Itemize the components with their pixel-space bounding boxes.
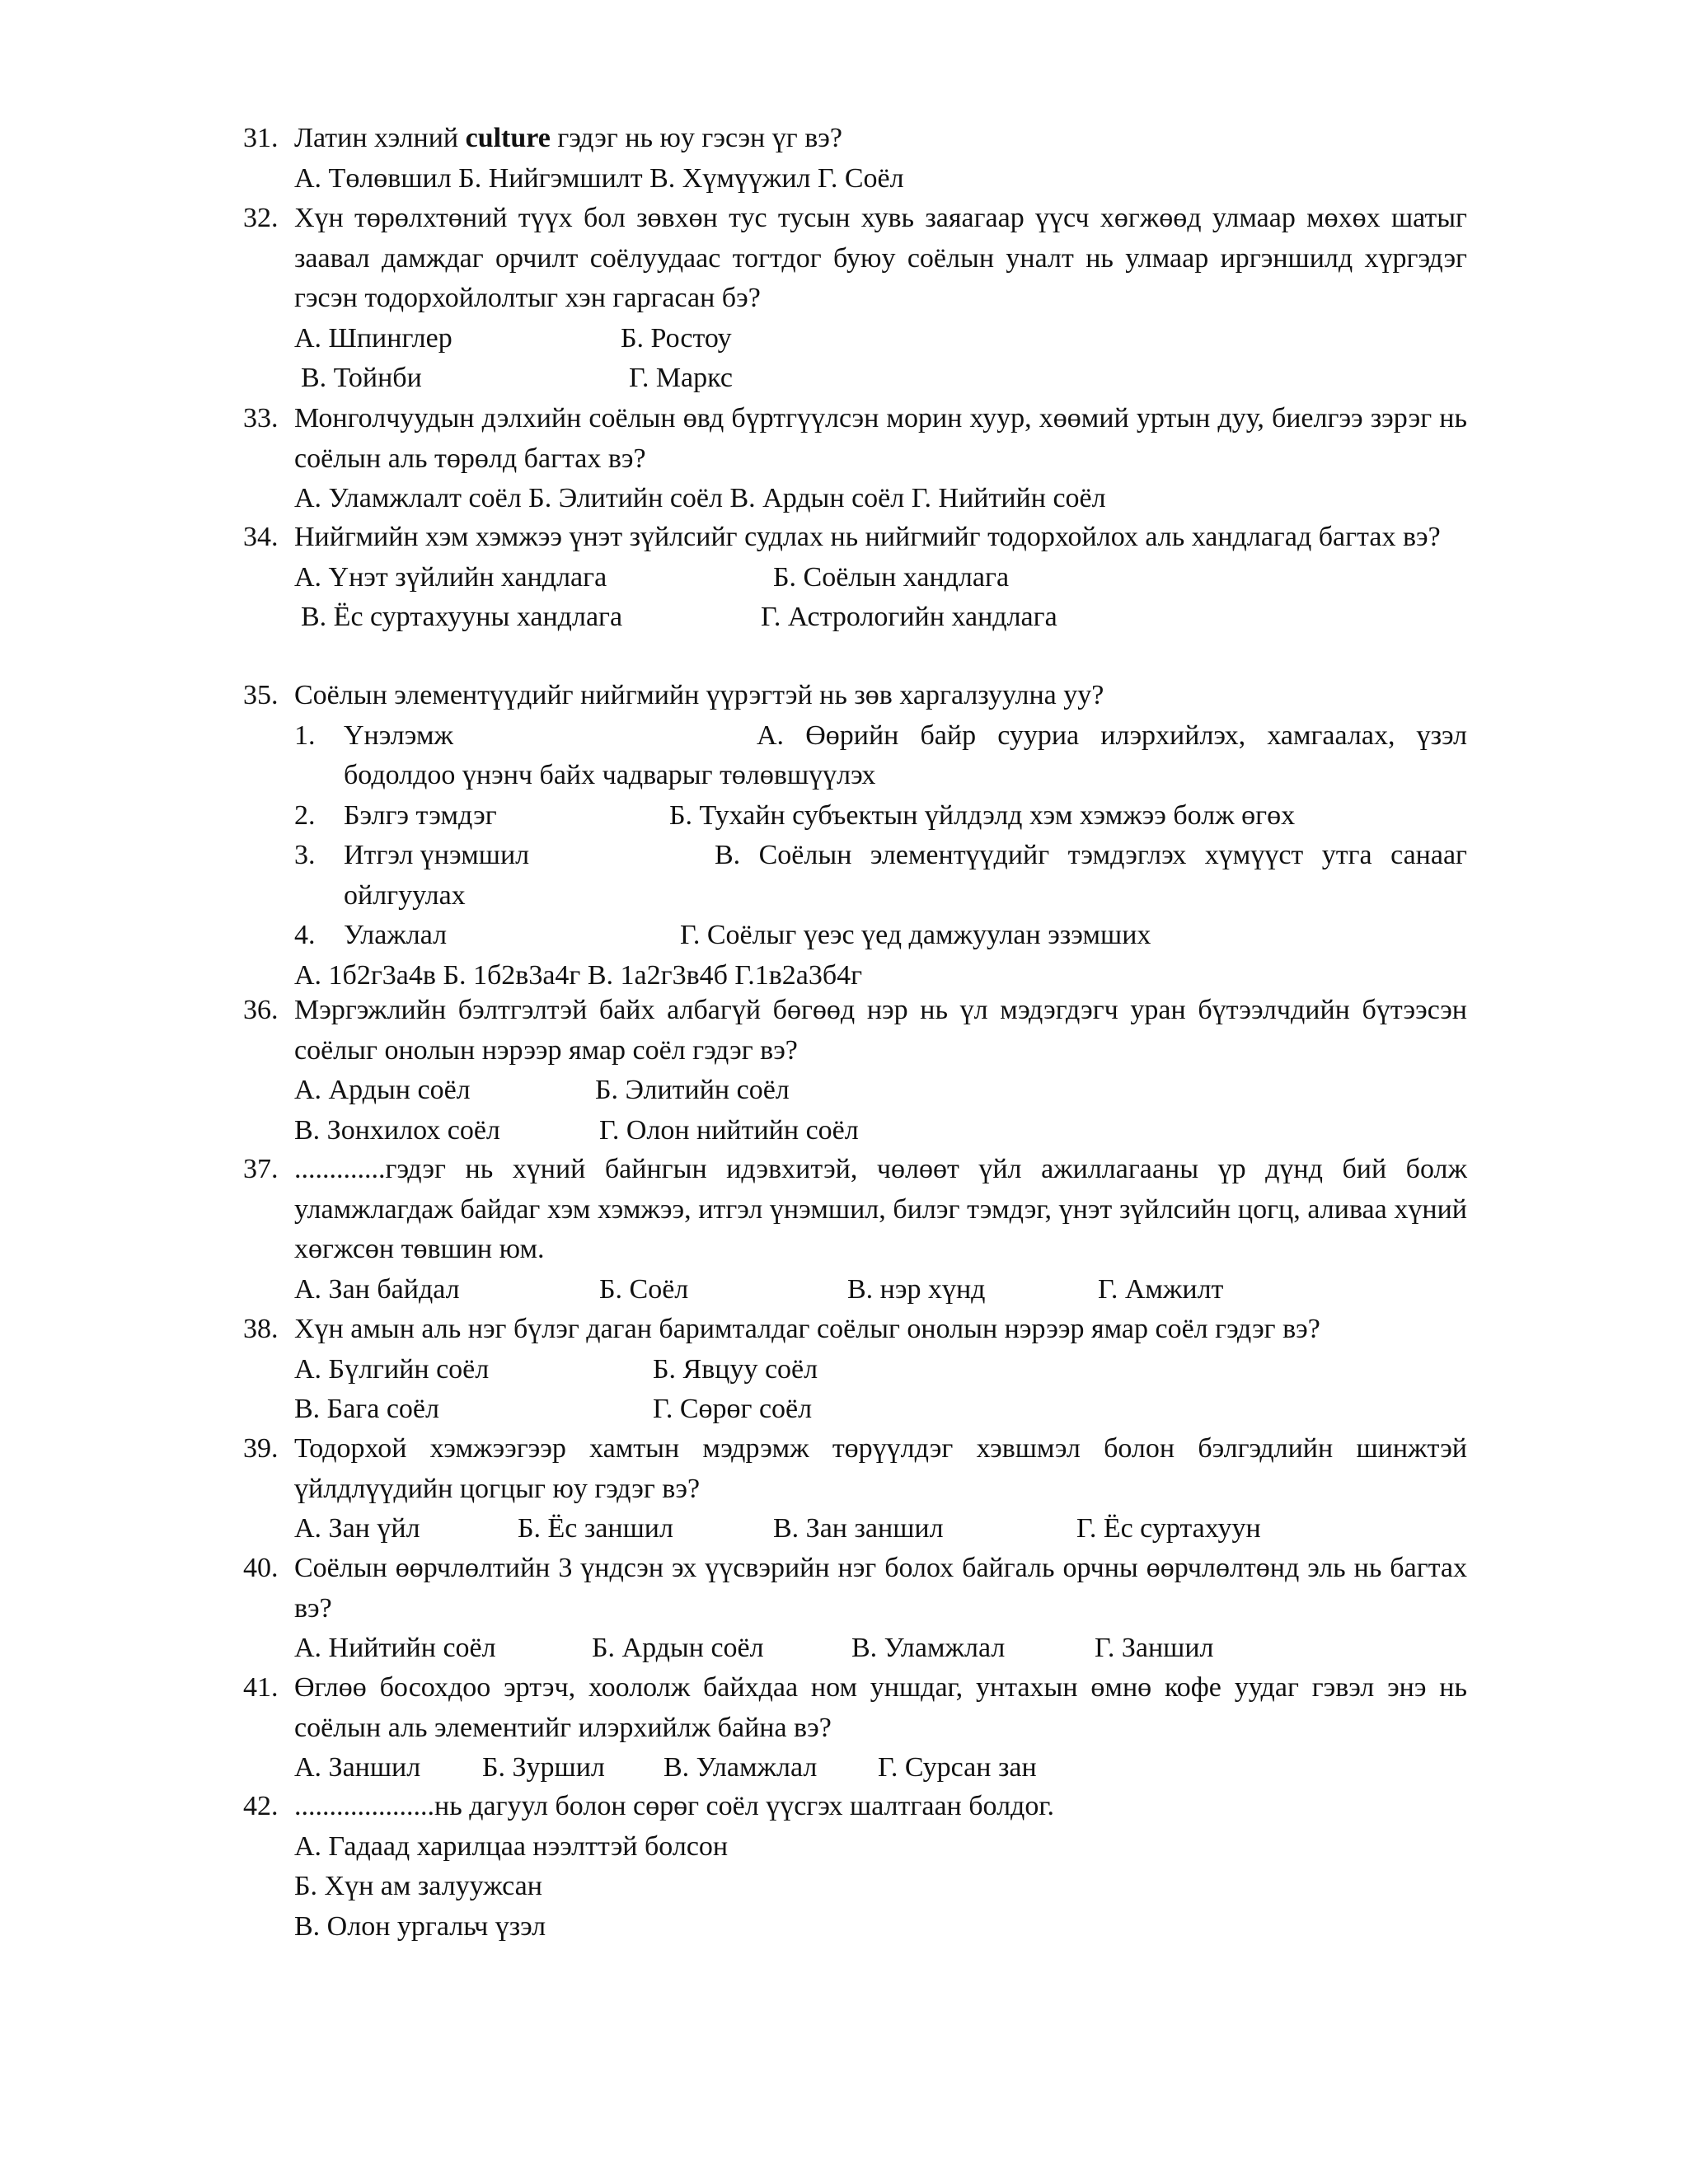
answer-options: А. Төлөвшил Б. Нийгэмшилт В. Хүмүүжил Г. Соёл (294, 162, 904, 194)
answer-options: А. 1б2г3а4в Б. 1б2в3а4г В. 1а2г3в4б Г.1в2а3б4г (294, 959, 863, 991)
option-d: Г. Амжилт (1098, 1273, 1224, 1305)
question-number: 39. (243, 1433, 279, 1464)
option-b: Б. Соёл (599, 1273, 689, 1305)
option-a: А. Шпинглер (294, 322, 452, 354)
matching-item: 1. Үнэлэмж А. Өөрийн байр сууриа илэрхийлэх, хамгаалах, үзэл бодолдоо үнэнч байх чадварыг төлөвшүүлэх (243, 716, 1467, 796)
matching-description: А. Өөрийн байр сууриа илэрхийлэх, хамгаалах, үзэл (757, 719, 1467, 751)
question-number: 31. (243, 123, 279, 153)
option-a: А. Гадаад харилцаа нээлттэй болсон (294, 1830, 729, 1862)
option-a: А. Ардын соёл (294, 1075, 471, 1105)
question-text: .............гэдэг нь хүний байнгын идэвхитэй, чөлөөт үйл ажиллагааны үр дүнд бий болж уламжлагдаж байдаг хэм хэмжээ, итгэл үнэмшил, билэг тэмдэг, үнэт зүйлсийн цогц, аливаа хүний хөгжсөн төвшин юм. (294, 1154, 1467, 1264)
question-number: 33. (243, 403, 279, 434)
question-35 (243, 676, 1467, 996)
option-a: А. Заншил (294, 1752, 421, 1783)
option-d: Г. Астрологийн хандлага (761, 602, 1057, 632)
option-b: Б. Хүн ам залуужсан (294, 1871, 542, 1901)
answer-options-row (243, 1509, 1467, 1549)
question-text: Соёлын элементүүдийг нийгмийн үүрэгтэй нь зөв харгалзуулна уу? (294, 680, 1104, 710)
question-41 (243, 1668, 1467, 1788)
answer-options-row (243, 1270, 1467, 1310)
question-text: Мэргэжлийн бэлтгэлтэй байх албагүй бөгөөд нэр нь үл мэдэгдэгч уран бүтээлчдийн бүтээсэн соёлыг онолын нэрээр ямар соёл гэдэг вэ? (294, 995, 1467, 1066)
option-b: Б. Явцуу соёл (653, 1353, 818, 1385)
question-number: 37. (243, 1154, 279, 1184)
answer-options-row (243, 1748, 1467, 1788)
question-34 (243, 518, 1467, 638)
option-c: В. нэр хүнд (847, 1273, 986, 1305)
question-number: 42. (243, 1791, 279, 1821)
matching-description: В. Соёлын элементүүдийг тэмдэглэх хүмүүст утга санааг (715, 840, 1467, 870)
question-number: 38. (243, 1314, 279, 1344)
answer-options-row (243, 1350, 1467, 1390)
question-number: 40. (243, 1553, 279, 1583)
matching-description-cont: ойлгуулах (344, 879, 466, 911)
question-text: ....................нь дагуул болон сөрөг соёл үүсгэх шалтгаан болдог. (294, 1791, 1054, 1821)
option-d: Г. Сөрөг соёл (653, 1394, 813, 1424)
matching-item: 4. Улажлал Г. Соёлыг үеэс үед дамжуулан эзэмших (243, 916, 1467, 956)
question-text: Хүн амын аль нэг бүлэг даган баримталдаг соёлыг онолын нэрээр ямар соёл гэдэг вэ? (294, 1314, 1320, 1344)
matching-item: 2. Бэлгэ тэмдэг Б. Тухайн субъектын үйлдэлд хэм хэмжээ болж өгөх (243, 796, 1467, 837)
option-d: Г. Олон нийтийн соёл (599, 1114, 859, 1146)
answer-options-row (243, 1071, 1467, 1111)
question-37 (243, 1150, 1467, 1310)
question-keyword: culture (465, 123, 551, 153)
question-40 (243, 1549, 1467, 1669)
question-text: Нийгмийн хэм хэмжээ үнэт зүйлсийг судлах нь нийгмийг тодорхойлох аль хандлагад багтах вэ? (294, 522, 1441, 552)
question-33 (243, 399, 1467, 519)
option-b: Б. Зуршил (482, 1752, 605, 1783)
answer-options-row (243, 1629, 1467, 1669)
question-number: 36. (243, 995, 279, 1025)
question-text: Өглөө босохдоо эртэч, хоололж байхдаа ном уншдаг, унтахын өмнө кофе уудаг гэвэл энэ нь соёлын аль элементийг илэрхийлж байна вэ? (294, 1672, 1467, 1743)
question-text: Хүн төрөлхтөний түүх бол зөвхөн тус тусын хувь заяагаар үүсч хөгжөөд улмаар мөхөх шатыг заавал дамждаг орчилт соёлуудаас тогтдог буюу соёлын уналт нь улмаар иргэншилд хүргэдэг гэсэн тодорхойлолтыг хэн гаргасан бэ? (294, 203, 1467, 313)
option-b: Б. Ростоу (621, 322, 732, 354)
option-c: В. Олон ургальч үзэл (294, 1910, 546, 1942)
matching-item: 3. Итгэл үнэмшил В. Соёлын элементүүдийг тэмдэглэх хүмүүст утга санааг ойлгуулах (243, 836, 1467, 916)
matching-description: Б. Тухайн субъектын үйлдэлд хэм хэмжээ болж өгөх (669, 799, 1296, 831)
matching-term: Итгэл үнэмшил (344, 840, 530, 870)
option-c: В. Бага соёл (294, 1394, 439, 1424)
option-a: А. Нийтийн соёл (294, 1633, 496, 1663)
question-number: 32. (243, 203, 279, 233)
matching-description-cont: бодолдоо үнэнч байх чадварыг төлөвшүүлэх (344, 760, 876, 790)
question-36 (243, 991, 1467, 1151)
answer-options: А. Уламжлалт соёл Б. Элитийн соёл В. Ардын соёл Г. Нийтийн соёл (294, 483, 1106, 513)
matching-term: Бэлгэ тэмдэг (344, 799, 497, 831)
question-text: Монголчуудын дэлхийн соёлын өвд бүртгүүлсэн морин хуур, хөөмий уртын дуу, биелгээ зэрэг нь соёлын аль төрөлд багтах вэ? (294, 403, 1467, 474)
matching-description: Г. Соёлыг үеэс үед дамжуулан эзэмших (680, 920, 1151, 950)
option-d: Г. Ёс суртахуун (1076, 1513, 1261, 1544)
option-c: В. Ёс суртахууны хандлага (301, 602, 623, 632)
question-number: 41. (243, 1672, 279, 1703)
option-b: Б. Ёс заншил (518, 1513, 673, 1544)
answer-options-row (243, 319, 1467, 359)
option-c: В. Зан заншил (773, 1513, 944, 1544)
option-d: Г. Маркс (629, 363, 733, 393)
option-a: А. Зан байдал (294, 1273, 460, 1305)
option-b: Б. Соёлын хандлага (773, 561, 1010, 593)
question-42 (243, 1787, 1467, 1947)
answer-options-row (243, 1111, 1467, 1151)
question-31 (243, 119, 1467, 199)
answer-options-row (243, 558, 1467, 598)
question-number: 34. (243, 522, 279, 552)
matching-term: Улажлал (344, 920, 448, 950)
matching-term: Үнэлэмж (344, 719, 453, 751)
option-c: В. Тойнби (301, 363, 422, 393)
option-c: В. Уламжлал (663, 1752, 818, 1783)
option-b: Б. Элитийн соёл (595, 1075, 790, 1105)
question-number: 35. (243, 680, 279, 710)
question-text: Латин хэлний culture гэдэг нь юу гэсэн үг вэ? (294, 123, 842, 153)
question-text: Тодорхой хэмжээгээр хамтын мэдрэмж төрүүлдэг хэвшмэл болон бэлгэдлийн шинжтэй үйлдлүүдийн цогцыг юу гэдэг вэ? (294, 1433, 1467, 1504)
option-b: Б. Ардын соёл (592, 1633, 764, 1663)
answer-options-row (243, 1390, 1467, 1430)
option-c: В. Зонхилох соёл (294, 1114, 500, 1146)
option-a: А. Бүлгийн соёл (294, 1353, 490, 1385)
option-c: В. Уламжлал (851, 1633, 1006, 1663)
answer-options-row (243, 598, 1467, 638)
answer-options-row (243, 359, 1467, 399)
question-32 (243, 199, 1467, 399)
option-d: Г. Сурсан зан (878, 1752, 1037, 1783)
option-a: А. Үнэт зүйлийн хандлага (294, 561, 607, 593)
question-39 (243, 1429, 1467, 1549)
question-38 (243, 1310, 1467, 1430)
option-a: А. Зан үйл (294, 1513, 420, 1544)
option-d: Г. Заншил (1095, 1633, 1214, 1663)
question-text: Соёлын өөрчлөлтийн 3 үндсэн эх үүсвэрийн нэг болох байгаль орчны өөрчлөлтөнд эль нь багтах вэ? (294, 1553, 1467, 1624)
